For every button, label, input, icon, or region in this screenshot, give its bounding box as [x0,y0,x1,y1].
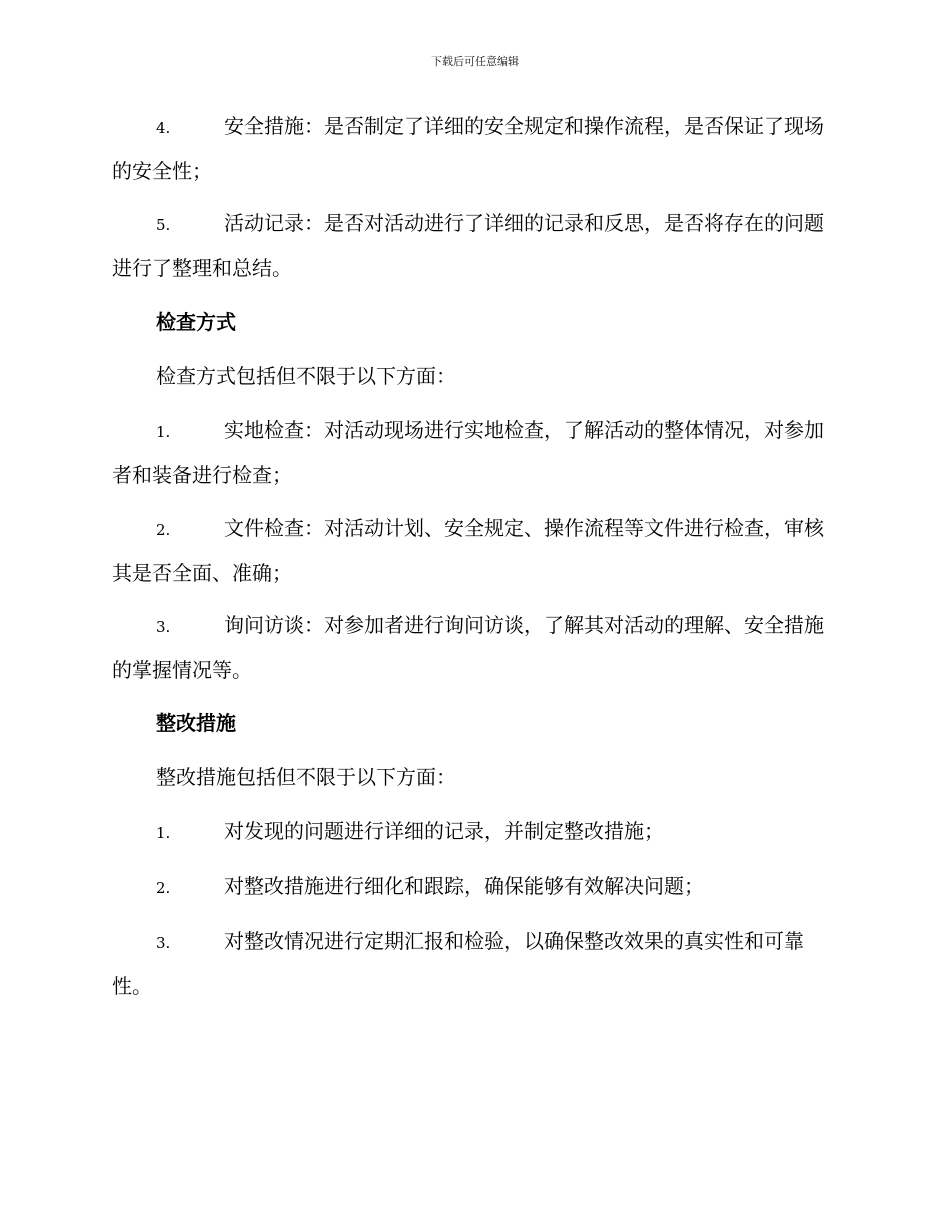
list-item [112,604,836,692]
item-text: 对整改措施进行细化和跟踪，确保能够有效解决问题； [224,874,704,898]
list-item [112,810,836,855]
list-item [112,865,836,910]
section-heading-rectification: 整改措施 [156,711,236,735]
item-text: 安全措施：是否制定了详细的安全规定和操作流程，是否保证了现场的安全性； [112,114,824,183]
item-number: 1. [156,824,171,842]
item-text: 询问访谈：对参加者进行询问访谈，了解其对活动的理解、安全措施的掌握情况等。 [112,613,824,682]
section-intro-rectification: 整改措施包括但不限于以下方面： [156,765,456,789]
header-note: 下载后可任意编辑 [431,55,519,68]
list-item [112,507,836,595]
item-text: 文件检查：对活动计划、安全规定、操作流程等文件进行检查，审核其是否全面、准确； [112,516,824,585]
item-number: 2. [156,521,171,539]
item-number: 5. [156,216,171,234]
item-number: 3. [156,618,171,636]
item-text: 对发现的问题进行详细的记录，并制定整改措施； [224,819,664,843]
list-item [112,409,836,497]
item-text: 对整改情况进行定期汇报和检验，以确保整改效果的真实性和可靠性。 [112,929,804,998]
item-text: 实地检查：对活动现场进行实地检查，了解活动的整体情况，对参加者和装备进行检查； [112,418,824,487]
item-text: 活动记录：是否对活动进行了详细的记录和反思，是否将存在的问题进行了整理和总结。 [112,211,824,280]
section-intro-inspection: 检查方式包括但不限于以下方面： [156,364,456,388]
item-number: 3. [156,934,171,952]
item-number: 2. [156,879,171,897]
item-number: 4. [156,119,171,137]
list-item [112,920,836,1008]
list-item [112,202,836,290]
item-number: 1. [156,423,171,441]
section-heading-inspection: 检查方式 [156,310,236,334]
list-item [112,105,836,193]
